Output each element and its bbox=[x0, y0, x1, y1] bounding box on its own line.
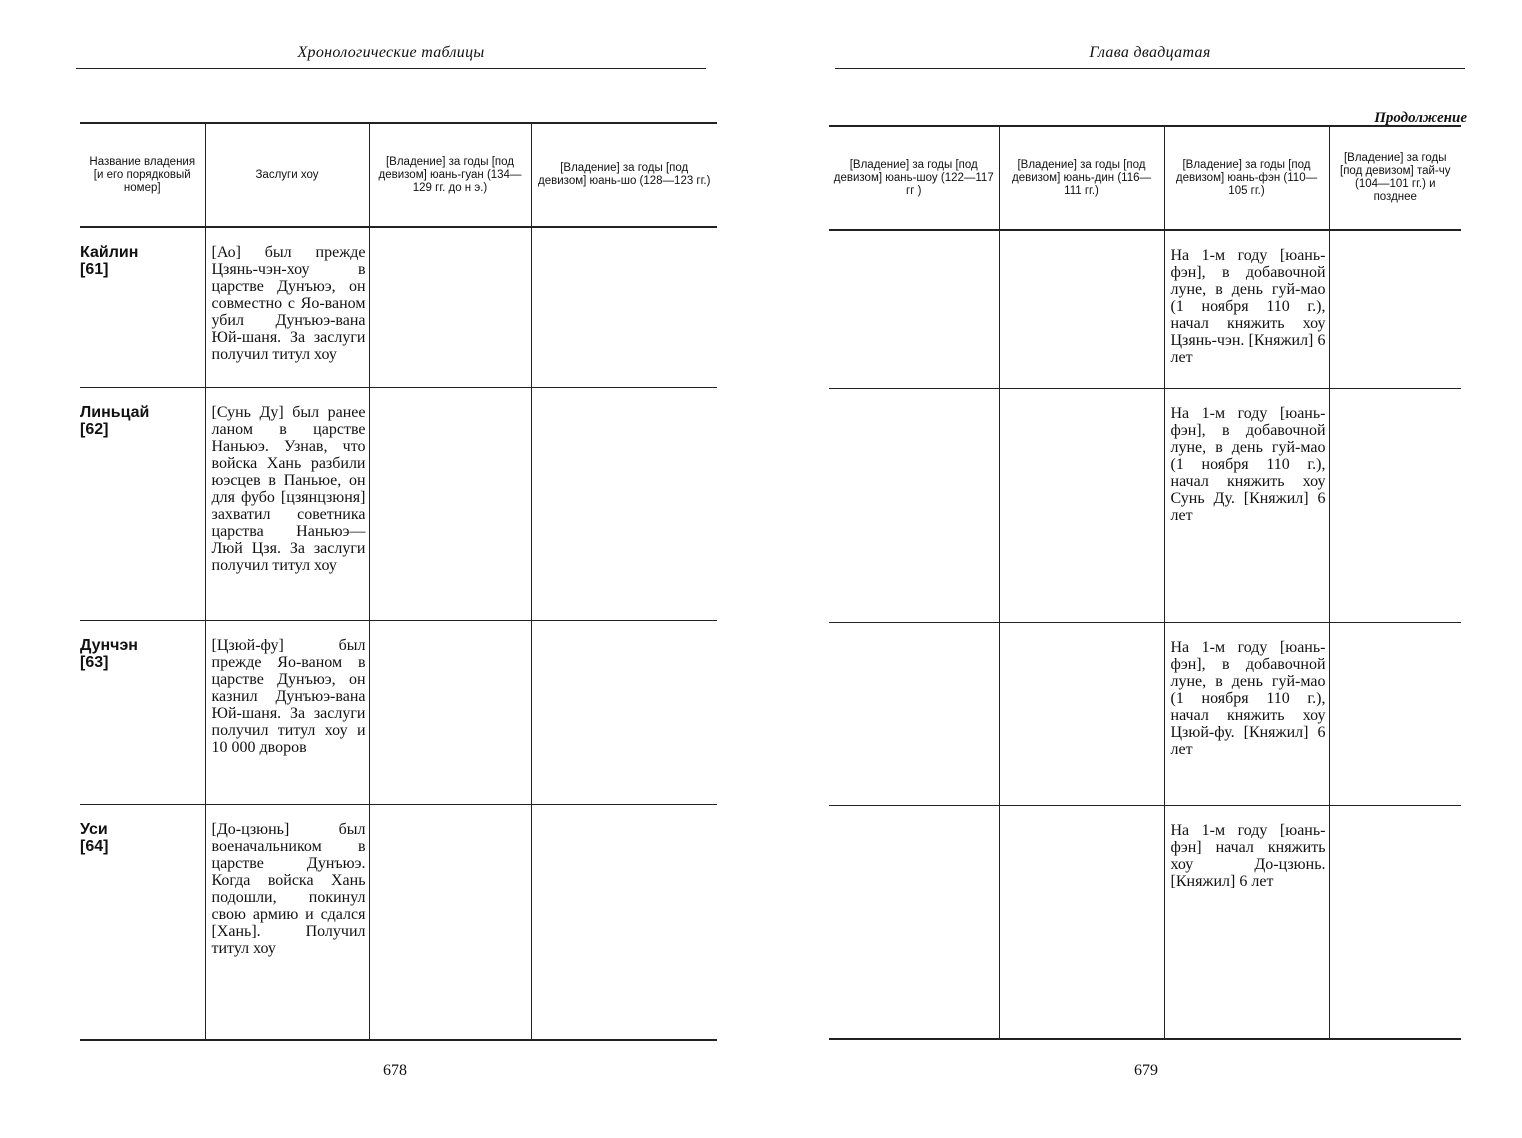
table-row bbox=[829, 805, 1461, 1039]
domain-name: Дунчэн bbox=[80, 636, 138, 654]
domain-number: [64] bbox=[80, 837, 109, 855]
empty-cell bbox=[369, 387, 531, 620]
page-number: 679 bbox=[1134, 1062, 1158, 1079]
empty-cell bbox=[531, 620, 717, 804]
reign-cell: На 1-м году [юань-фэн] начал княжить хоу До-цзюнь. [Княжил] 6 лет bbox=[1164, 805, 1329, 1039]
empty-cell bbox=[369, 620, 531, 804]
empty-cell bbox=[369, 227, 531, 387]
empty-cell bbox=[1329, 622, 1461, 805]
chronological-table-right bbox=[829, 125, 1461, 1040]
domain-name: Кайлин bbox=[80, 244, 139, 261]
domain-number: [62] bbox=[80, 420, 109, 438]
empty-cell bbox=[369, 804, 531, 1040]
table-row bbox=[829, 622, 1461, 805]
empty-cell bbox=[531, 227, 717, 387]
merit-cell: [Цзюй-фу] был прежде Яо-ваном в царстве Дунъюэ, он казнил Дунъюэ-вана Юй-шаня. За заслуги получил титул хоу и 10 000 дворов bbox=[205, 620, 369, 804]
empty-cell bbox=[829, 805, 999, 1039]
name-cell bbox=[80, 387, 205, 620]
header-rule bbox=[76, 68, 706, 69]
merit-cell: [Ао] был прежде Цзянь-чэн-хоу в царстве Дунъюэ, он совместно с Яо-ваном убил Дунъюэ-вана Юй-шаня. За заслуги получил титул хоу bbox=[205, 227, 369, 387]
domain-number: [63] bbox=[80, 653, 109, 671]
empty-cell bbox=[999, 622, 1164, 805]
column-header-yuan-feng: [Владение] за годы [под девизом] юань-фэн (110—105 гг.) bbox=[1164, 126, 1329, 230]
empty-cell bbox=[829, 388, 999, 622]
continued-label: Продолжение bbox=[1374, 110, 1467, 126]
empty-cell bbox=[829, 622, 999, 805]
empty-cell bbox=[531, 387, 717, 620]
running-head: Хронологические таблицы bbox=[297, 44, 485, 61]
reign-cell: На 1-м году [юань-фэн], в добавочной луне, в день гуй-мао (1 ноября 110 г.), начал княжить хоу Сунь Ду. [Княжил] 6 лет bbox=[1164, 388, 1329, 622]
chronological-table-left bbox=[80, 122, 717, 1041]
merit-cell: [Сунь Ду] был ранее ланом в царстве Наньюэ. Узнав, что войска Хань разбили юэсцев в Паньюе, он для фубо [цзянцзюня] захватил советника царства Наньюэ—Люй Цзя. За заслуги получил титул хоу bbox=[205, 387, 369, 620]
table-row bbox=[829, 388, 1461, 622]
domain-name: Линьцай bbox=[80, 403, 150, 421]
table-row bbox=[80, 620, 717, 804]
merit-cell: [До-цзюнь] был военачальником в царстве Дунъюэ. Когда войска Хань подошли, покинул свою армию и сдался [Хань]. Получил титул хоу bbox=[205, 804, 369, 1040]
empty-cell bbox=[1329, 388, 1461, 622]
empty-cell bbox=[999, 230, 1164, 388]
table-header-row bbox=[829, 126, 1461, 230]
column-header-name: Название владения [и его порядковый номер] bbox=[80, 123, 205, 227]
empty-cell bbox=[1329, 805, 1461, 1039]
name-cell bbox=[80, 620, 205, 804]
running-head: Глава двадцатая bbox=[1089, 44, 1211, 61]
empty-cell bbox=[1329, 230, 1461, 388]
empty-cell bbox=[999, 805, 1164, 1039]
empty-cell bbox=[829, 230, 999, 388]
empty-cell bbox=[999, 388, 1164, 622]
empty-cell bbox=[531, 804, 717, 1040]
column-header-yuan-shuo: [Владение] за годы [под девизом] юань-шо (128—123 гг.) bbox=[531, 123, 717, 227]
table-row bbox=[829, 230, 1461, 388]
header-rule bbox=[835, 68, 1465, 69]
column-header-yuan-guan: [Владение] за годы [под девизом] юань-гуан (134—129 гг. до н э.) bbox=[369, 123, 531, 227]
table-header-row bbox=[80, 123, 717, 227]
table-row bbox=[80, 804, 717, 1040]
column-header-yuan-ding: [Владение] за годы [под девизом] юань-дин (116—111 гг.) bbox=[999, 126, 1164, 230]
reign-cell: На 1-м году [юань-фэн], в добавочной луне, в день гуй-мао (1 ноября 110 г.), начал княжить хоу Цзюй-фу. [Княжил] 6 лет bbox=[1164, 622, 1329, 805]
table-row bbox=[80, 387, 717, 620]
reign-cell: На 1-м году [юань-фэн], в добавочной луне, в день гуй-мао (1 ноября 110 г.), начал княжить хоу Цзянь-чэн. [Княжил] 6 лет bbox=[1164, 230, 1329, 388]
domain-name: Уси bbox=[80, 820, 108, 838]
page-number: 678 bbox=[383, 1062, 407, 1079]
name-cell bbox=[80, 227, 205, 387]
domain-number: [61] bbox=[80, 261, 109, 278]
table-row bbox=[80, 227, 717, 387]
name-cell bbox=[80, 804, 205, 1040]
column-header-yuan-shou: [Владение] за годы [под девизом] юань-шоу (122—117 гг ) bbox=[829, 126, 999, 230]
column-header-merits: Заслуги хоу bbox=[205, 123, 369, 227]
column-header-tai-chu: [Владение] за годы [под девизом] тай-чу (104—101 гг.) и позднее bbox=[1329, 126, 1461, 230]
right-page bbox=[761, 0, 1522, 1138]
